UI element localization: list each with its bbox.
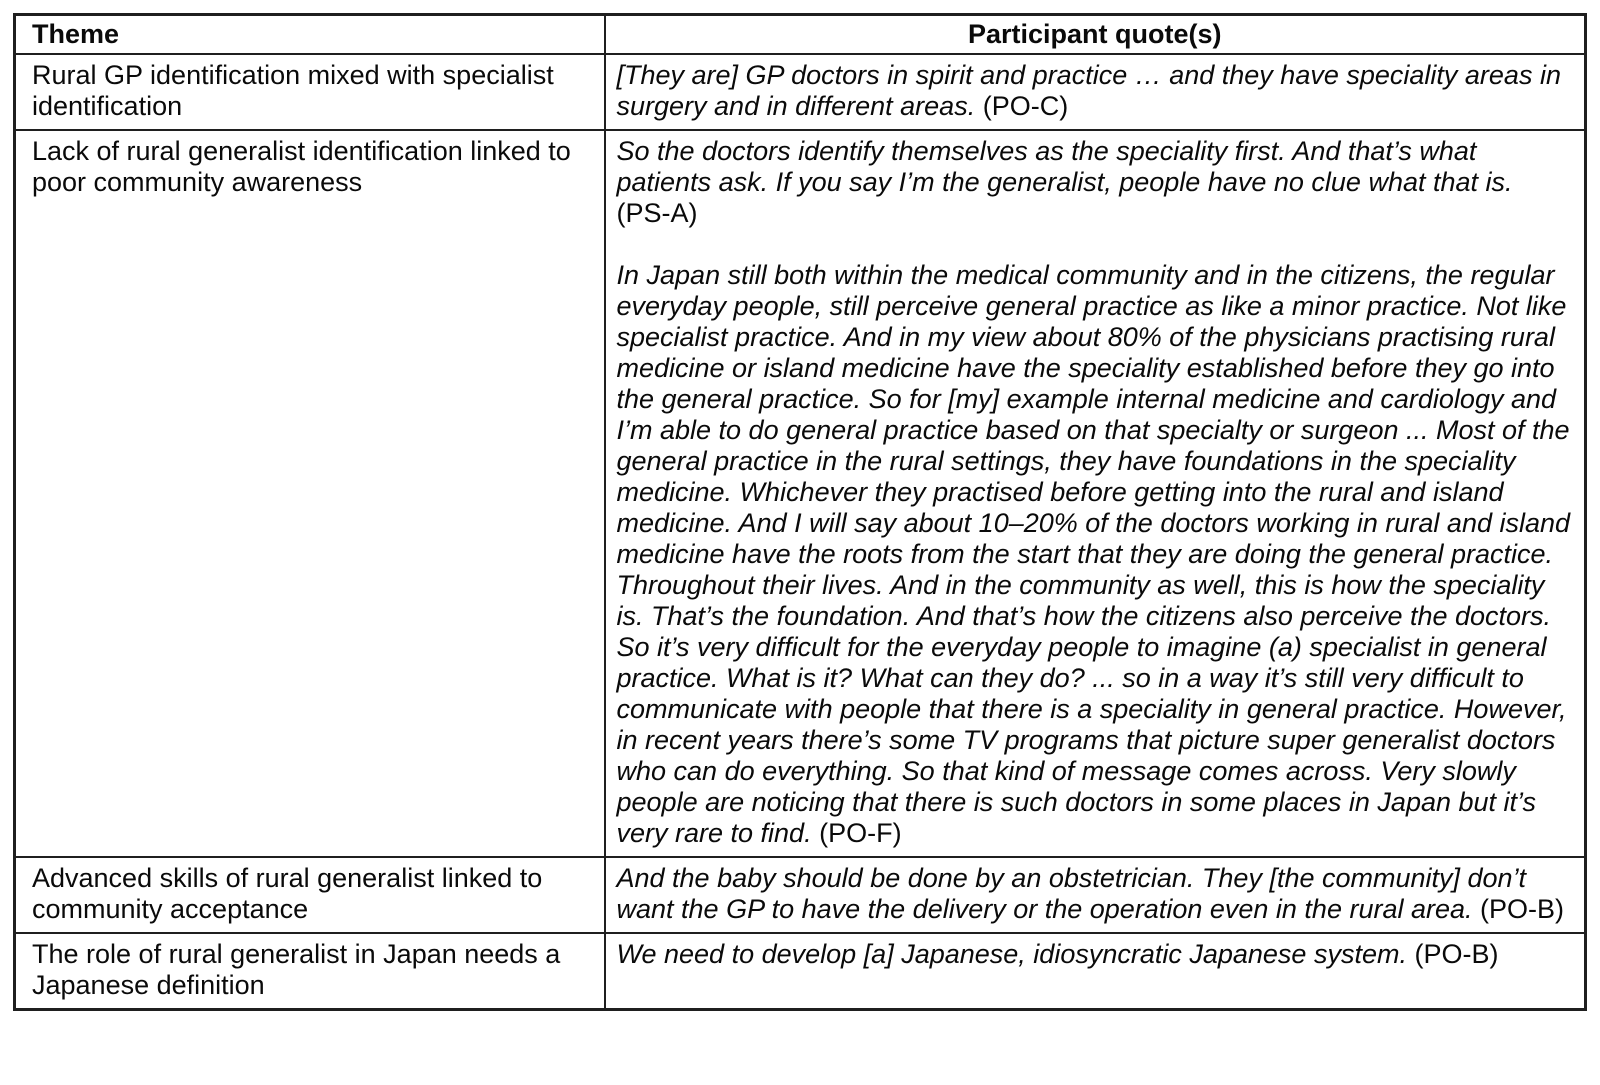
quote-cell [605,857,1586,933]
results-table-container [13,13,1587,1011]
participant-code: (PO-C) [982,91,1069,121]
quote-text: We need to develop [a] Japanese, idiosyncratic Japanese system. [616,939,1407,969]
table-header-row [15,15,1586,55]
theme-cell: The role of rural generalist in Japan needs a Japanese definition [15,933,605,1010]
quote-text: [They are] GP doctors in spirit and practice … and they have speciality areas in surgery and in different areas. [616,60,1561,121]
quote-paragraph [617,136,1575,229]
participant-code: (PO-B) [1480,894,1565,924]
quote-paragraph [617,60,1575,122]
quote-text: So the doctors identify themselves as the speciality first. And that’s what patients ask. If you say I’m the generalist, people have no clue what that is. [616,136,1513,197]
quote-column-header: Participant quote(s) [605,15,1586,55]
quote-cell [605,933,1586,1010]
participant-code: (PS-A) [616,198,698,228]
theme-cell: Advanced skills of rural generalist linked to community acceptance [15,857,605,933]
quote-paragraph [617,863,1575,925]
quote-cell [605,130,1586,857]
quote-text: And the baby should be done by an obstetrician. They [the community] don’t want the GP to have the delivery or the operation even in the rural area. [616,863,1527,924]
participant-code: (PO-B) [1414,939,1499,969]
quote-text: In Japan still both within the medical community and in the citizens, the regular everyday people, still perceive general practice as like a minor practice. Not like specialist practice. And in my view about 80% of the physicians practising rural medicine or island medicine have the speciality established before they go into the general practice. So for [my] example internal medicine and cardiology and I’m able to do general practice based on that specialty or surgeon ... Most of the general practice in the rural settings, they have foundations in the speciality medicine. Whichever they practised before getting into the rural and island medicine. And I will say about 10–20% of the doctors working in rural and island medicine have the roots from the start that they are doing the general practice. Throughout their lives. And in the community as well, this is how the speciality is. That’s the foundation. And that’s how the citizens also perceive the doctors. So it’s very difficult for the everyday people to imagine (a) specialist in general practice. What is it? What can they do? ... so in a way it’s still very difficult to communicate with people that there is a speciality in general practice. However, in recent years there’s some TV programs that picture super generalist doctors who can do everything. So that kind of message comes across. Very slowly people are noticing that there is such doctors in some places in Japan but it’s very rare to find. [616,260,1571,848]
paragraph-spacer [617,229,1575,260]
theme-column-header: Theme [15,15,605,55]
theme-cell: Lack of rural generalist identification linked to poor community awareness [15,130,605,857]
results-table [13,13,1587,1011]
quote-paragraph [617,260,1575,849]
table-row [15,857,1586,933]
quote-paragraph [617,939,1575,970]
table-row [15,54,1586,130]
table-row [15,933,1586,1010]
table-row [15,130,1586,857]
theme-cell: Rural GP identification mixed with specialist identification [15,54,605,130]
participant-code: (PO-F) [819,818,902,848]
quote-cell [605,54,1586,130]
